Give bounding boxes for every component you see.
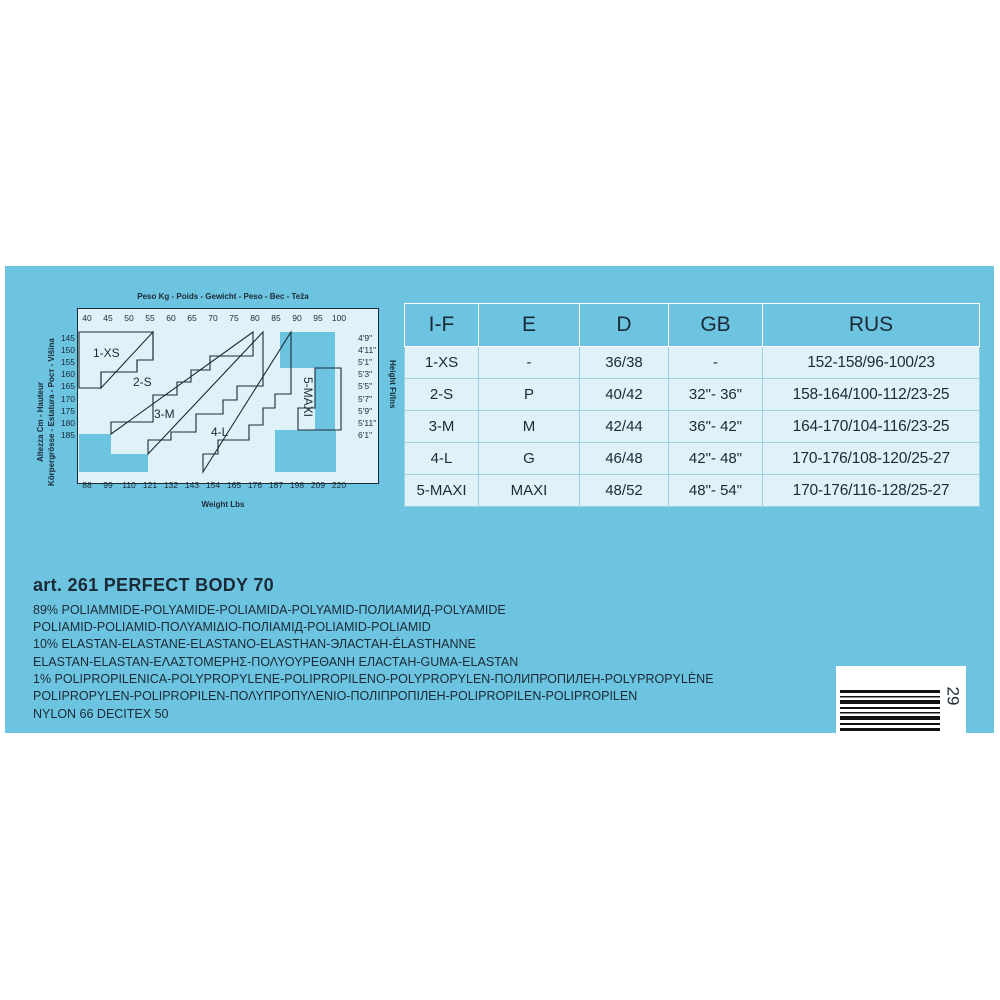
table-cell: P (479, 379, 580, 411)
composition-line: ELASTAN-ELASTAN-ΕΛΑΣΤΟΜΕΡΗΣ-ΠΟΛΥΟΥΡΕΘΑΝΗ ЕЛАСТАН-GUMA-ELASTAN (33, 655, 519, 669)
table-cell: 32"- 36" (669, 379, 763, 411)
table-cell: 36"- 42" (669, 411, 763, 443)
kg-tick: 70 (208, 313, 218, 323)
cm-tick: 185 (60, 429, 75, 440)
height-cm-title-1: Altezza Cm - Hauteur (36, 381, 45, 462)
zone-label-l: 4-L (211, 425, 229, 439)
table-cell: 36/38 (580, 347, 669, 379)
ftin-tick: 4'9" (358, 333, 373, 343)
lbs-tick: 220 (331, 480, 347, 490)
zone-label-xs: 1-XS (93, 346, 120, 360)
lbs-tick: 132 (163, 480, 179, 490)
composition-line: 10% ELASTAN-ELASTANE-ELASTANO-ELASTHAN-ЭЛАСТАН-ÉLASTHANNE (33, 637, 476, 651)
ftin-tick: 5'7" (358, 393, 373, 404)
table-cell: 4-L (405, 443, 479, 475)
lbs-tick: 209 (310, 480, 326, 490)
kg-tick: 45 (103, 313, 113, 323)
col-header-e: E (479, 304, 580, 347)
composition-line: NYLON 66 DECITEX 50 (33, 707, 169, 721)
table-cell: 5-MAXI (405, 475, 479, 507)
ftin-tick: 5'9" (358, 405, 373, 416)
out-of-range-bottom-left (79, 434, 148, 472)
kg-tick: 60 (166, 313, 176, 323)
cm-tick: 155 (60, 357, 75, 368)
table-row (405, 411, 980, 443)
barcode-digits: 29 (943, 686, 963, 706)
cm-tick: 165 (60, 381, 75, 392)
table-cell: 42/44 (580, 411, 669, 443)
cm-tick: 180 (60, 417, 75, 428)
cm-tick: 170 (60, 393, 75, 404)
kg-tick: 65 (187, 313, 197, 323)
table-row (405, 347, 980, 379)
table-row (405, 475, 980, 507)
table-row (405, 443, 980, 475)
kg-tick: 85 (271, 313, 281, 323)
col-header-if: I-F (405, 304, 479, 347)
lbs-tick: 176 (247, 480, 263, 490)
table-cell: 48/52 (580, 475, 669, 507)
table-cell: 3-M (405, 411, 479, 443)
composition-line: POLIPROPYLEN-POLIPROPILEN-ΠΟΛΥΠΡΟΠΥΛΕΝΙΟ-ПОЛІПРОПІЛЕН-POLIPROPILEN-POLIPROPILEN (33, 689, 638, 703)
col-header-rus: RUS (763, 304, 980, 347)
article-title: art. 261 PERFECT BODY 70 (33, 575, 274, 595)
table-cell: M (479, 411, 580, 443)
size-conversion-table (404, 303, 980, 507)
table-cell: - (479, 347, 580, 379)
table-cell: 42"- 48" (669, 443, 763, 475)
cm-tick: 175 (60, 405, 75, 416)
lbs-tick: 187 (268, 480, 284, 490)
lbs-tick: 165 (226, 480, 242, 490)
zone-label-maxi: 5-MAXI (301, 376, 316, 418)
composition-line: 89% POLIAMMIDE-POLYAMIDE-POLIAMIDA-POLYAMID-ПОЛИАМИД-POLYAMIDE (33, 603, 506, 617)
zone-label-s: 2-S (133, 375, 152, 389)
cm-tick: 160 (60, 369, 75, 380)
weight-kg-title: Peso Kg - Poids - Gewicht - Peso - Bec - Teža (137, 292, 309, 301)
ftin-tick: 5'11" (358, 417, 377, 428)
composition-line: 1% POLIPROPILENICA-POLYPROPYLENE-POLIPROPILENO-POLYPROPYLEN-ПОЛИПРОПИЛЕН-POLYPROPYLÈNE (33, 672, 714, 686)
composition-line: POLIAMID-POLIAMID-ΠΟΛΥΑΜΙΔΙΟ-ПОЛІАМІД-POLIAMID-POLIAMID (33, 620, 431, 634)
table-cell: 152-158/96-100/23 (763, 347, 980, 379)
kg-tick: 75 (229, 313, 239, 323)
col-header-d: D (580, 304, 669, 347)
weight-lbs-title: Weight Lbs (201, 500, 245, 509)
kg-tick: 100 (331, 313, 347, 323)
kg-tick: 55 (145, 313, 155, 323)
lbs-tick: 154 (205, 480, 221, 490)
kg-tick: 80 (250, 313, 260, 323)
table-cell: 2-S (405, 379, 479, 411)
kg-tick: 90 (292, 313, 302, 323)
cm-tick: 145 (60, 333, 75, 343)
zone-m-outline (148, 332, 263, 454)
ftin-tick: 5'3" (358, 369, 373, 380)
cm-tick: 150 (60, 345, 75, 356)
col-header-gb: GB (669, 304, 763, 347)
lbs-tick: 143 (184, 480, 200, 490)
barcode (836, 666, 966, 734)
ftin-tick: 5'5" (358, 381, 373, 392)
lbs-tick: 198 (289, 480, 305, 490)
height-cm-title-2: Körpergrösse - Estatura - Pocт - Višina (47, 338, 56, 486)
table-cell: 170-176/108-120/25-27 (763, 443, 980, 475)
table-cell: 40/42 (580, 379, 669, 411)
lbs-tick: 88 (82, 480, 92, 490)
kg-tick: 40 (82, 313, 92, 323)
table-cell: MAXI (479, 475, 580, 507)
table-cell: 1-XS (405, 347, 479, 379)
kg-tick: 95 (313, 313, 323, 323)
table-cell: 170-176/116-128/25-27 (763, 475, 980, 507)
table-cell: - (669, 347, 763, 379)
table-row (405, 379, 980, 411)
height-ftin-title: Height Ft/Ins (388, 360, 397, 409)
lbs-tick: 110 (122, 480, 136, 490)
table-header-row (405, 304, 980, 347)
lbs-tick: 99 (103, 480, 113, 490)
table-cell: 158-164/100-112/23-25 (763, 379, 980, 411)
kg-tick: 50 (124, 313, 134, 323)
ftin-tick: 5'1" (358, 357, 373, 368)
table-cell: 46/48 (580, 443, 669, 475)
lbs-tick: 121 (142, 480, 158, 490)
ftin-tick: 4'11" (358, 345, 377, 356)
ftin-tick: 6'1" (358, 429, 373, 440)
table-cell: 48"- 54" (669, 475, 763, 507)
table-cell: 164-170/104-116/23-25 (763, 411, 980, 443)
table-cell: G (479, 443, 580, 475)
zone-label-m: 3-M (154, 407, 175, 421)
size-chart (36, 290, 397, 520)
